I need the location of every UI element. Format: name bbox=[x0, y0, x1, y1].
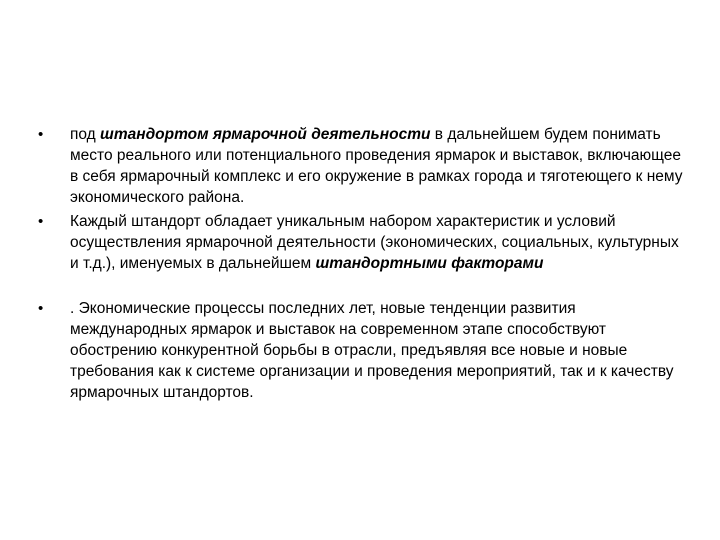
item-text-pre: . Экономические процессы последних лет, новые тенденции развития международных ярмарок и выставок на современном этапе способствуют обострению конкурентной борьбы в отрасли, предъявляя все новые и новые требования как к системе организации и проведения мероприятий, так и к качеству ярмарочных штандортов. bbox=[70, 300, 674, 401]
bullet-list bbox=[38, 124, 688, 403]
bullet-item-2 bbox=[38, 211, 688, 274]
item-text-pre: под bbox=[70, 126, 101, 143]
item-text-post: в дальнейшем будем понимать место реального или потенциального проведения ярмарок и выставок, включающее в себя ярмарочный комплекс и его окружение в рамках города и тяготеющего к нему экономического района. bbox=[70, 126, 683, 206]
bullet-icon: • bbox=[38, 213, 44, 230]
bullet-item-1 bbox=[38, 124, 688, 208]
bullet-item-3 bbox=[38, 298, 688, 403]
bullet-icon: • bbox=[38, 126, 44, 143]
item-text-emphasis: штандортом ярмарочной деятельности bbox=[100, 126, 431, 143]
bullet-icon: • bbox=[38, 300, 44, 317]
item-text-emphasis: штандортными факторами bbox=[315, 255, 544, 272]
item-text-pre: Каждый штандорт обладает уникальным набором характеристик и условий осуществления ярмарочной деятельности (экономических, социальных, культурных и т.д.), именуемых в дальнейшем bbox=[70, 213, 679, 272]
